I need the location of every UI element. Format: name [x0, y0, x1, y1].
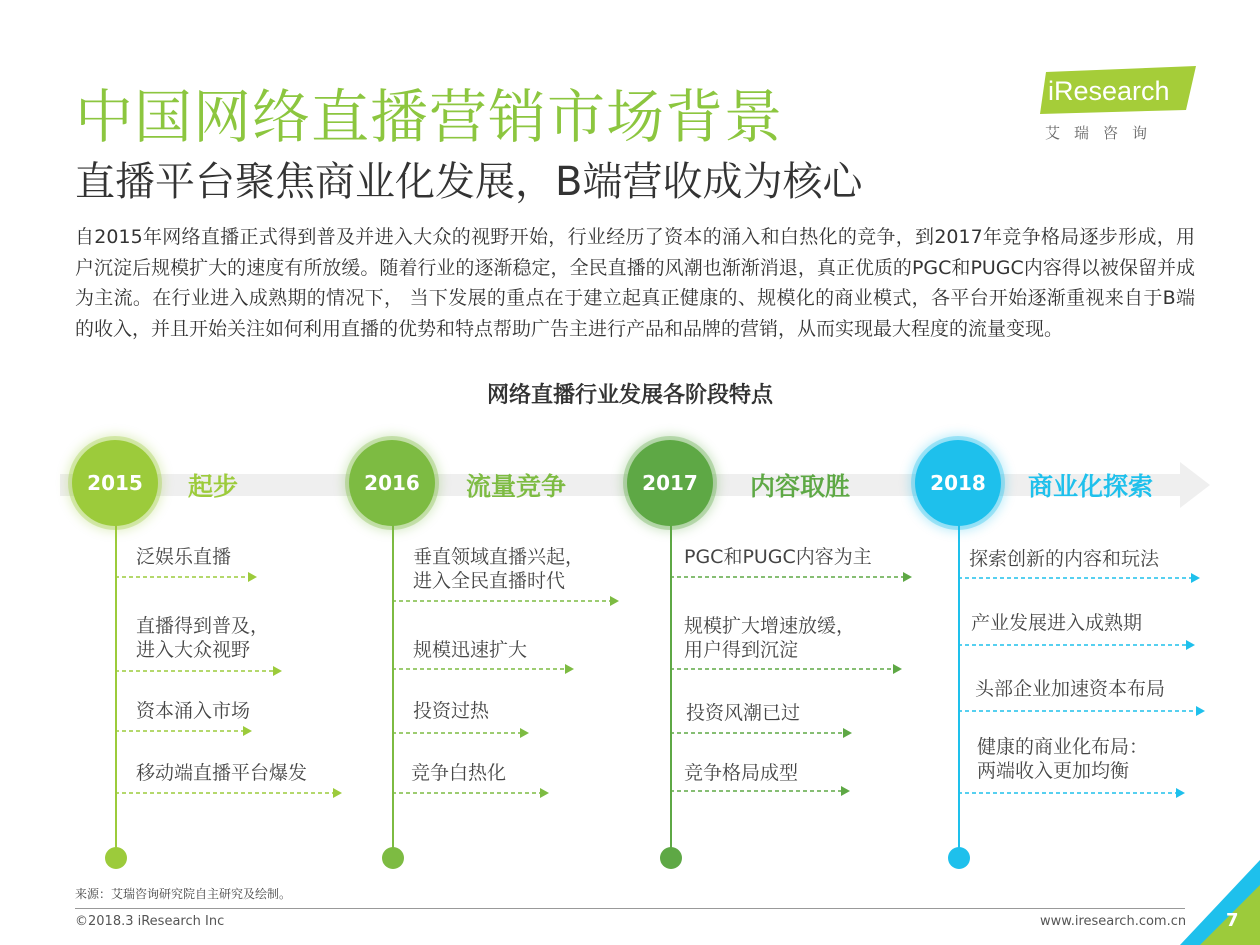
stage-2018-item-arrow [958, 788, 1187, 798]
stage-end-dot-2015 [105, 847, 127, 869]
stage-2018-item: 产业发展进入成熟期 [971, 612, 1143, 634]
stage-2016-item: 竞争白热化 [411, 762, 507, 784]
stage-2018-item: 头部企业加速资本布局 [975, 678, 1166, 700]
stage-2015-item: 直播得到普及， 进入大众视野 [136, 615, 270, 661]
stage-2016-item: 投资过热 [413, 700, 490, 722]
stage-2016-item-arrow [392, 728, 531, 738]
stage-2018-axis-line [958, 520, 960, 855]
stage-2017-item: PGC和PUGC内容为主 [684, 546, 872, 568]
stage-2017-axis-line [670, 520, 672, 855]
logo-text: iResearch [1048, 76, 1170, 106]
year-node-2016: 2016 [349, 440, 435, 526]
corner-decoration [1180, 850, 1260, 945]
stage-2018-item-arrow [958, 706, 1207, 716]
stage-2016-item: 规模迅速扩大 [413, 639, 528, 661]
stage-2016-item-arrow [392, 664, 576, 674]
stage-2015-item-arrow [115, 572, 259, 582]
stage-2015-item: 资本涌入市场 [136, 700, 251, 722]
page-number: 7 [1226, 910, 1239, 931]
stage-end-dot-2018 [948, 847, 970, 869]
stage-2016-axis-line [392, 520, 394, 855]
page-subtitle: 直播平台聚焦商业化发展，B端营收成为核心 [75, 159, 863, 205]
stage-2018-item-arrow [958, 573, 1202, 583]
stage-end-dot-2016 [382, 847, 404, 869]
stage-2015-axis-line [115, 520, 117, 855]
stage-2016-item-arrow [392, 788, 551, 798]
stage-phase-label-2015: 起步 [188, 472, 239, 501]
stage-2017-item: 竞争格局成型 [684, 762, 799, 784]
stage-2016-item-arrow [392, 596, 621, 606]
page-title: 中国网络直播营销市场背景 [75, 83, 784, 151]
stage-2017-item-arrow [670, 572, 914, 582]
stage-phase-label-2017: 内容取胜 [750, 472, 851, 501]
stage-2017-item-arrow [670, 786, 852, 796]
year-node-2017: 2017 [627, 440, 713, 526]
stage-2017-item-arrow [670, 664, 904, 674]
stage-2017-item-arrow [670, 728, 854, 738]
stage-2015-item-arrow [115, 788, 344, 798]
stage-2017-item: 规模扩大增速放缓， 用户得到沉淀 [684, 615, 856, 661]
stage-2018-item: 探索创新的内容和玩法 [969, 548, 1160, 570]
copyright-text: ©2018.3 iResearch Inc [75, 914, 225, 929]
intro-paragraph: 自2015年网络直播正式得到普及并进入大众的视野开始，行业经历了资本的涌入和白热化的竞争，到2017年竞争格局逐步形成，用户沉淀后规模扩大的速度有所放缓。随着行业的逐渐稳定，全民直播的风潮也渐渐消退，真正优质的PGC和PUGC内容得以被保留并成为主流。在行业进入成熟期的情况下， 当下发展的重点在于建立起真正健康的、规模化的商业模式，各平台开始逐渐重视来自于B端的收入，并且开始关注如何利用直播的优势和特点帮助广告主进行产品和品牌的营销，从而实现最大程度的流量变现。 [75, 226, 1195, 340]
logo-cn-text: 艾瑞咨询 [1045, 124, 1162, 142]
year-node-2015: 2015 [72, 440, 158, 526]
stage-end-dot-2017 [660, 847, 682, 869]
stage-2015-item-arrow [115, 666, 284, 676]
stage-phase-label-2016: 流量竞争 [466, 472, 567, 501]
year-node-2018: 2018 [915, 440, 1001, 526]
website-text: www.iresearch.com.cn [1040, 914, 1187, 929]
stage-phase-label-2018: 商业化探索 [1028, 472, 1154, 501]
source-note: 来源：艾瑞咨询研究院自主研究及绘制。 [75, 887, 292, 901]
footer-divider [75, 908, 1185, 909]
stage-2018-item-arrow [958, 640, 1197, 650]
stage-2017-item: 投资风潮已过 [686, 702, 801, 724]
stage-2015-item: 移动端直播平台爆发 [136, 762, 308, 784]
timeline-title: 网络直播行业发展各阶段特点 [486, 383, 773, 408]
iresearch-logo [1040, 66, 1200, 146]
stage-2018-item: 健康的商业化布局： 两端收入更加均衡 [977, 736, 1149, 782]
stage-2016-item: 垂直领域直播兴起， 进入全民直播时代 [413, 546, 585, 592]
stage-2015-item-arrow [115, 726, 254, 736]
stage-2015-item: 泛娱乐直播 [136, 546, 232, 568]
